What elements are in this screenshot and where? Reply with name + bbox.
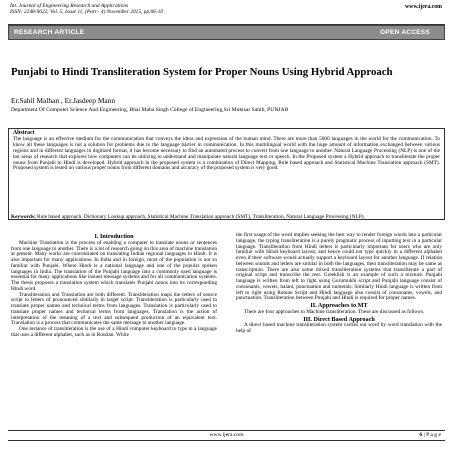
intro-paragraph-continued: the first usage of the word implies seeking the best way to render foreign words into a particular language, the typing transliteration is a purely pragmatic process of inputting text in a particular language. Transliteration from Hindi letters is particularly important for users who are only familiar with Hindi keyboard layout, and hence could not type quickly in a different alphabet even if their software would actually support a keyboard layout for another language. If relation between sounds and letters are similar in both the languages, then transliteration may be same as transcription. There are also some mixed transliteration systems that transliterate a part of original script and transcribe the rest. Greeklish is an example of such a mixture. Punjabi language is written from left to right using Gurumukhi script and Punjabi language consist of consonants, vowels, halant, punctuation and numerals. Similarly Hindi language is written from left to right using Roman Script and Hindi language also consist of consonants, vowels, and punctuation. Transliteration between Punjabi and Hindi is required for proper names. (236, 232, 442, 302)
journal-site-link[interactable]: www.ijera.com (404, 4, 442, 10)
keywords-label: Keywords: (11, 214, 36, 220)
open-access-label: OPEN ACCESS (380, 29, 430, 36)
page-footer (8, 430, 445, 441)
article-type-bar (8, 25, 445, 40)
abstract-heading: Abstract (13, 130, 35, 136)
paper-authors: Er.Sahil Malhan , Er.Jasdeep Mann (11, 96, 116, 105)
direct-approach-paragraph: A direct based machine transliteration system carries out word by word translation with the help of (236, 322, 442, 334)
section-direct-approach-heading: III. Direct Based Approach (303, 315, 375, 323)
footer-site-link[interactable]: www.ijera.com (209, 432, 244, 438)
approaches-paragraph: There are four approaches to Machine transliteration. These are discussed as follows. (244, 308, 425, 315)
section-introduction-heading: I. Introduction (94, 233, 134, 240)
left-column (11, 233, 217, 339)
research-article-label: RESEARCH ARTICLE (14, 29, 85, 36)
section-approaches-heading: II. Approaches to MT (310, 302, 368, 309)
journal-issn: ISSN: 2248-9622, Vol. 5, Issue 11, (Part - 4) November 2015, pp.06-10 (10, 9, 164, 16)
journal-header (10, 3, 340, 16)
paper-title: Punjabi to Hindi Transliteration System for Proper Nouns Using Hybrid Approach (11, 66, 393, 78)
paper-affiliation: Department Of Computer Science And Engineering, Bhai Maha Singh College of Engineering,Sri Muktsar Sahib, PUNJAB (11, 107, 289, 113)
page-number-suffix: | P a g e (423, 432, 441, 438)
keywords-text: Rule based approach. Dictionary Lookup approach, Statistical Machine Translation approach (SMT), Transliteration, Natural Language Processing (NLP). (37, 214, 365, 220)
abstract-box (8, 128, 445, 220)
right-column (236, 233, 442, 335)
abstract-text: The language is an effective medium for the communication that conveys the ideas and expression of the human mind. There are more than 5000 languages in the world for the communication. To know all these languages is not a solution for problems due to the language barrier in communication. In this multilingual world with the huge amount of information exchanged between various regions and in different languages in digitized format, it has become necessary to find an automated process to convert from one language to another. Natural Language Processing (NLP) is one of the hot areas of research that explores how computers can be utilizing to understand and manipulate natural language text or speech. In the Proposed system a Hybrid approach to transliterate the proper nouns from Punjabi to Hindi is developed. Hybrid approach in the proposed system is a combination of Direct Mapping, Rule based approach and Statistical Machine Translation approach (SMT). Proposed system is tested on various proper nouns from different domains and accuracy of the proposed system is very good. (13, 135, 440, 172)
keywords (11, 214, 441, 220)
page-number-value: 6 (419, 432, 423, 438)
intro-paragraph-2: Transliteration and Translation are both different. Transliteration maps the letters of source script to letters of pronounced similarly in target script. Transliteration is particularly used to translate proper names and technical terms from languages. Translation is particularly used to translate proper names and technical terms from languages. Translation is the action of interpretation of the meaning of a text and subsequent production of an equivalent text. Translation is a process that communicates the same message to another language. (11, 291, 217, 327)
intro-paragraph-3: One instance of transliteration is the use of a Hindi computer keyboard to type in a language that uses a different alphabet, such as in Russian. While (11, 326, 217, 338)
page-number (419, 432, 441, 438)
intro-paragraph-1: Machine Translation is the process of enabling a computer to translate nouns or sentences from one language to another. There is a lot of research going on this area of machine translation at present. Many works are concentrated on translating Indian regional languages to Hindi. It is also important for many applications. In India and in foreign, most of the population is not so familiar with Punjabi. Where Hindi is a national language and one of the popular spoken languages in India. The translation of the Punjabi language into a commonly used language is essential for many applications like instant message systems and for all communication systems. The thesis proposes a translation system which translates Punjabi nouns into its corresponding Hindi word. (11, 239, 217, 292)
journal-name: Int. Journal of Engineering Research and Applications (10, 3, 129, 9)
